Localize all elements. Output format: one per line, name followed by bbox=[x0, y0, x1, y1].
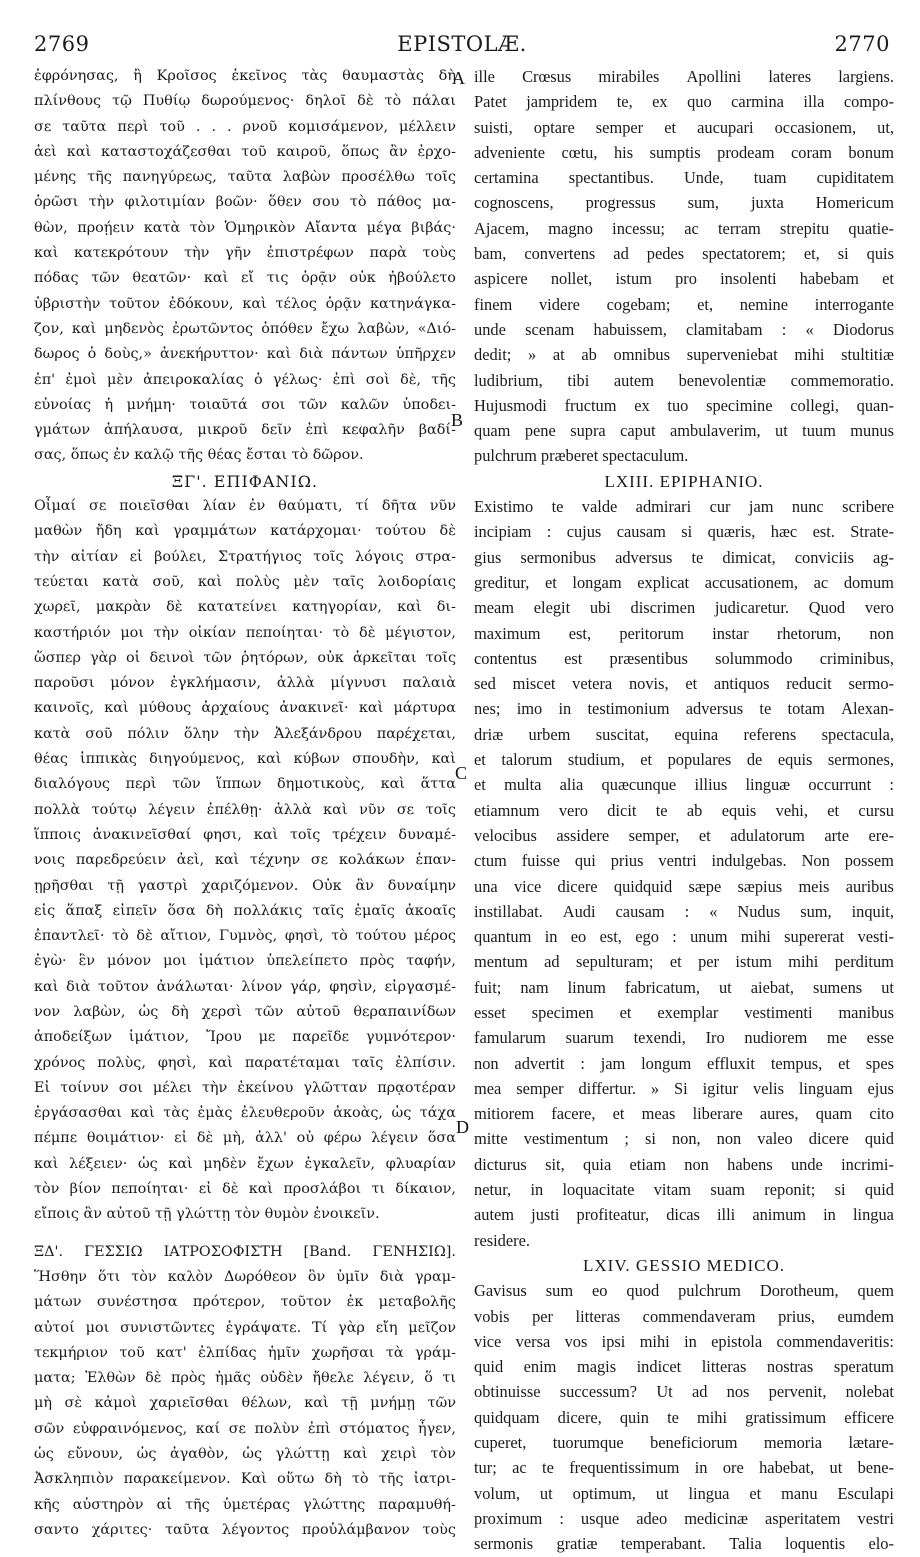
running-title: EPISTOLÆ. bbox=[397, 32, 527, 56]
latin-text-line: cuperet, tuorumque beneficiorum memoria lætare- bbox=[474, 1433, 894, 1453]
margin-marker-b: B bbox=[451, 410, 464, 430]
greek-text-line: μάτων συνέστησα πρότερον, τοῦτον ἐκ μεταβολῆς bbox=[34, 1294, 456, 1311]
greek-text-line: αὐτοί μοι συνιστῶντες ἐγράψατε. Τί γὰρ εἴη μεῖζον bbox=[34, 1319, 456, 1336]
greek-text-line: ἐπαντλεῖ· τὸ δὲ αἴτιον, Γυμνὸς, φησὶ, τὸ τούτου μέρος bbox=[34, 928, 456, 945]
latin-text-line: certamina spectantibus. Unde, tuam cupiditatem bbox=[474, 168, 894, 188]
margin-marker-c: C bbox=[455, 763, 468, 783]
greek-text-line: εἴποις ἂν αὐτοῦ τῇ γλώττῃ τὸν θυμὸν ἐνοικεῖν. bbox=[34, 1206, 380, 1223]
latin-text-line: gius sermonibus adversus te dimicat, conviciis ag- bbox=[474, 547, 894, 567]
latin-text-line: cognoscens, progressus sum, juxta Homericum bbox=[474, 193, 894, 213]
greek-text-line: νον λαβὼν, ὡς δὴ χερσὶ τῶν αὐτοῦ θεραπαινίδων bbox=[34, 1003, 456, 1020]
greek-text-line: ἵπποις ἀνακινεῖσθαί φησι, καὶ τοῖς τρέχειν δυναμέ- bbox=[34, 826, 456, 843]
greek-text-line: χρόνος πολὺς, φησὶ, καὶ παρατέταμαι ταῖς ἐλπίσιν. bbox=[34, 1054, 456, 1071]
latin-letter-heading: LXIV. GESSIO MEDICO. bbox=[583, 1255, 785, 1275]
latin-text-column bbox=[474, 64, 894, 1554]
greek-text-line: ἐγὼ· ἓν μόνον μοι ἱμάτιον ὑπελείπετο πρὸς ταφήν, bbox=[34, 953, 456, 970]
latin-text-line: aspicere nollet, istum pro insolenti habebam et bbox=[474, 269, 894, 289]
greek-text-line: πέμπε θοιμάτιον· εἰ δὲ μὴ, ἀλλ' οὐ φέρω λέγειν ὅσα bbox=[34, 1130, 456, 1147]
latin-text-line: quidquam dicere, quin te mihi gratissimum efficere bbox=[474, 1407, 894, 1427]
latin-text-line: quantum in eo est, ego : unum mihi supererat vesti- bbox=[474, 927, 894, 947]
greek-letter-heading: ΞΓ'. ΕΠΙΦΑΝΙΩ. bbox=[171, 471, 319, 491]
latin-text-line: non advertit : jam longum effluxit tempus, et spes bbox=[474, 1053, 894, 1073]
greek-text-line: σας, ὅπως ἐν καλῷ τῆς θέας ἔσται τὸ δῶρον. bbox=[34, 447, 364, 464]
greek-text-line: ἐργάσασθαι καὶ τὰς ἐμὰς ἐλευθεροῦν ἀκοὰς, ὡς τάχα bbox=[34, 1105, 456, 1122]
latin-text-line: velocibus assidere semper, et adulatorum arte ere- bbox=[474, 825, 894, 845]
greek-text-line: θὼν, προῄειν κατὰ τὸν Ὁμηρικὸν Αἴαντα μέγα βιβάς· bbox=[34, 219, 456, 236]
greek-text-line: θέας ἱππικὰς διηγούμενος, καὶ κύβων σπουδὴν, καὶ bbox=[34, 751, 456, 768]
greek-text-line: διαλόγους περὶ τῶν ἵππων δημοτικοὺς, καὶ ἅττα bbox=[34, 776, 456, 793]
latin-text-line: proximum : usque adeo medicinæ asperitatem vestri bbox=[474, 1508, 894, 1528]
latin-text-line: Hujusmodi fructum ex tuo specimine collegi, quan- bbox=[474, 395, 894, 415]
greek-text-line: ὁρῶσι τὴν φιλοτιμίαν βοῶν· ὅθεν σου τὸ πάθος μα- bbox=[34, 194, 456, 211]
greek-text-line: ἐπ' ἐμοὶ μὲν ἀπειροκαλίας ὁ γέλως· ἐπὶ σοὶ δὲ, τῆς bbox=[34, 371, 456, 388]
greek-text-line: ἀποδείξων ἱμάτιον, Ἴρου με παρεῖδε γυμνότερον· bbox=[34, 1029, 456, 1046]
latin-text-line: meam elegit ubi discrimen judicaretur. Quod vero bbox=[474, 598, 894, 618]
greek-text-line: εὐνοίας ἡ μνήμη· τοιαῦτά σοι τῶν καλῶν ὑποδει- bbox=[34, 396, 456, 413]
greek-text-line: κατὰ σοῦ πόλιν ὅλην τὴν Ἀλεξάνδρου παρέχεται, bbox=[34, 725, 456, 742]
latin-text-line: et talorum studium, et populares de equis sermones, bbox=[474, 750, 894, 770]
page-number-left: 2769 bbox=[34, 32, 90, 56]
greek-text-line: καὶ διὰ τοῦτον ἀνάλωται· λίνον γάρ, φησὶν, εἰργασμέ- bbox=[34, 978, 456, 995]
latin-text-line: mea semper differtur. » Si igitur velis linguam ejus bbox=[474, 1078, 894, 1098]
greek-text-line: πόδας τῶν θεατῶν· καὶ εἴ τις ὁρᾷν οὐκ ἠβούλετο bbox=[34, 270, 456, 287]
greek-text-line: μαθὼν ἤδη καὶ γραμμάτων κατάρχομαι· τούτου δὲ bbox=[34, 523, 456, 540]
latin-text-line: famularum suarum texendi, Iro nudiorem me esse bbox=[474, 1028, 894, 1048]
latin-text-line: Ajacem, magno incessu; ac terram strepitu quatie- bbox=[474, 218, 894, 238]
greek-text-line: ὡς εὔνουν, ὡς ἀγαθὸν, ὡς γλώττῃ καὶ χειρὶ τὸν bbox=[34, 1446, 456, 1463]
latin-text-line: residere. bbox=[474, 1230, 530, 1250]
greek-text-line: εἰς ἅπαξ εἰπεῖν ὅσα δὴ πολλάκις ταῖς ἐμαῖς ἀκοαῖς bbox=[34, 902, 456, 919]
greek-text-line: τεκμήριον τοῦ κατ' ἐλπίδας ἡμῖν χωρῆσαι τὰ γράμ- bbox=[34, 1344, 456, 1361]
greek-text-line: πολλὰ τούτῳ λέγειν ἐπέλθῃ· ἀλλὰ καὶ νῦν σε τοῖς bbox=[34, 801, 456, 818]
greek-text-line: τὸν βίον πεποίηται· εἰ δὲ καὶ προσλάβοι τι δίκαιον, bbox=[34, 1181, 456, 1198]
latin-text-line: Patet jampridem te, ex quo carmina illa compo- bbox=[474, 92, 894, 112]
latin-text-line: contentus est præsentibus solummodo criminibus, bbox=[474, 648, 894, 668]
greek-text-line: τὴν αἰτίαν εἰ βούλει, Στρατήγιος τοῖς λόγοις στρα- bbox=[34, 548, 456, 565]
greek-text-line: ῃρῆσθαι τῇ γαστρὶ χαριζόμενον. Οὐκ ἂν δυναίμην bbox=[34, 877, 456, 894]
greek-text-line: ματα; Ἐλθὼν δὲ πρὸς ἡμᾶς οὐδὲν ἤθελε λέγειν, ὅ τι bbox=[34, 1370, 456, 1387]
greek-text-line: μένης τῆς πανηγύρεως, ταῦτα λαβὼν προσέλθω τοῖς bbox=[34, 169, 456, 186]
latin-letter-heading: LXIII. EPIPHANIO. bbox=[604, 471, 764, 491]
latin-text-line: dedit; » at ab omnibus superveniebat mihi stultitiæ bbox=[474, 345, 894, 365]
latin-text-line: esset specimen et exemplar vestimenti manibus bbox=[474, 1002, 894, 1022]
greek-text-line: σαντο χάριτες· ταῦτα λέγοντος προὐλάμβανον τοὺς bbox=[34, 1521, 456, 1538]
greek-text-line: γμάτων ἀπήλαυσα, μικροῦ δεῖν ἐπὶ κεφαλῆν βαδί- bbox=[34, 422, 456, 439]
greek-text-line: καινοῖς, καὶ μύθους ἀρχαίους ἀνακινεῖ· καὶ μάρτυρα bbox=[34, 700, 456, 717]
greek-text-line: παροῦσι μόνον ἐγκλήμασιν, ἀλλὰ μίγνυσι παλαιὰ bbox=[34, 675, 456, 692]
greek-text-line: ζον, καὶ μηδενὸς ἐρωτῶντος ὁπόθεν ἔχω λαβὼν, «Διό- bbox=[34, 320, 456, 337]
latin-text-line: Existimo te valde admirari cur jam nunc scribere bbox=[474, 497, 894, 517]
latin-text-line: fuit; nam linum fabricatum, ut aiebat, sumens ut bbox=[474, 977, 894, 997]
latin-text-line: ludibrium, tibi autem benevolentiæ commemoratio. bbox=[474, 370, 894, 390]
latin-text-line: Gavisus sum eo quod pulchrum Dorotheum, quem bbox=[474, 1281, 894, 1301]
margin-marker-a: A bbox=[452, 68, 465, 88]
greek-text-line: καστήριόν μοι τὴν οἰκίαν πεποίηται· τὸ δὲ μέγιστον, bbox=[34, 624, 456, 641]
latin-text-line: bam, convertens ad pedes spectatorem; et, si quis bbox=[474, 244, 894, 264]
latin-text-line: pulchrum præberet spectaculum. bbox=[474, 446, 689, 466]
latin-text-line: mitiorem facere, et meas liberare aures, quam cito bbox=[474, 1104, 894, 1124]
latin-text-line: adveniente cœtu, his sumptis prodeam coram bonum bbox=[474, 142, 894, 162]
latin-text-line: dicturus sit, quia etiam non habens unde incrimi- bbox=[474, 1154, 894, 1174]
page-number-right: 2770 bbox=[834, 32, 890, 56]
margin-marker-d: D bbox=[456, 1117, 469, 1137]
greek-text-line: πλίνθους τῷ Πυθίῳ δωρούμενος· δηλοῖ δὲ τὸ πάλαι bbox=[34, 93, 456, 110]
latin-text-line: ille Crœsus mirabiles Apollini lateres largiens. bbox=[474, 67, 894, 86]
latin-text-line: tur; ac te frequentissimum in ore habebat, ut bene- bbox=[474, 1458, 894, 1478]
latin-text-line: maximum est, peritorum instar rhetorum, non bbox=[474, 623, 894, 643]
latin-text-line: finem videre cogebam; et, nemine interrogante bbox=[474, 294, 894, 314]
greek-text-line: ὑβριστὴν τοῦτον ἐδόκουν, καὶ τέλος ὁρᾷν κατηνάγκα- bbox=[34, 295, 456, 312]
latin-text-line: vice versa vos ipsi mihi in epistola commendaveritis: bbox=[474, 1331, 894, 1351]
greek-text-line: νοις παρεδρεύειν ἀεὶ, καὶ τέχνην σε κολάκων ἐπαν- bbox=[34, 852, 456, 869]
latin-text-line: una vice dicere quidquid sæpe sæpius meis auribus bbox=[474, 876, 894, 896]
greek-text-line: ἐφρόνησας, ἢ Κροῖσος ἐκεῖνος τὰς θαυμαστὰς δὴ bbox=[34, 68, 456, 84]
latin-text-line: autem justi profiteatur, dicas illi animum in lingua bbox=[474, 1205, 894, 1225]
greek-text-line: σε ταῦτα περὶ τοῦ . . . ρνοῦ κομισάμενον, μέλλειν bbox=[34, 118, 456, 135]
greek-text-line: κῆς αὐστηρὸν αἱ τῆς ὑμετέρας γλώττης παραμυθή- bbox=[34, 1496, 456, 1513]
latin-text-line: sed miscet vetera novis, et antiquos reducit sermo- bbox=[474, 674, 894, 694]
greek-text-line: Οἶμαί σε ποιεῖσθαι λίαν ἐν θαύματι, τί δῆτα νῦν bbox=[34, 498, 456, 515]
latin-text-line: ctum fuisse qui prius ventri indulgebas. Non possem bbox=[474, 851, 894, 871]
latin-text-line: quam pene supra caput ambulaverim, ut tuum munus bbox=[474, 421, 894, 441]
latin-text-line: quid enim magis indicet litteras nostras speratum bbox=[474, 1357, 894, 1377]
greek-text-line: Ἀσκληπιὸν παρακείμενον. Καὶ οὕτω δὴ τὸ τῆς ἰατρι- bbox=[34, 1471, 456, 1488]
latin-text-line: incipiam : cujus causam si quæris, hæc est. Strate- bbox=[474, 522, 894, 542]
greek-text-line: χωρεῖ, μακρὰν δὲ κατατείνει κατηγορίαν, καὶ δι- bbox=[34, 599, 456, 616]
greek-text-line: τεύεται κατὰ σοῦ, καὶ πολὺς μὲν ταῖς λοιδορίαις bbox=[34, 573, 456, 590]
latin-text-line: instillabat. Audi causam : « Nudus sum, inquit, bbox=[474, 901, 894, 921]
greek-spacer bbox=[34, 1228, 456, 1240]
latin-text-line: mitte vestimentum ; si non, non valeo dicere quid bbox=[474, 1129, 894, 1149]
greek-text-column bbox=[34, 64, 456, 1536]
greek-text-line: ὥσπερ γὰρ οἱ δεινοὶ τῶν ῥητόρων, οὐκ ἀρκεῖται τοῖς bbox=[34, 649, 456, 666]
latin-text-line: et multa alia quæcunque illius linguæ occurrunt : bbox=[474, 775, 894, 795]
latin-text-line: driæ urbem suscitat, equina referens spectacula, bbox=[474, 724, 894, 744]
latin-text-line: unde scenam habuissem, clamitabam : « Diodorus bbox=[474, 319, 894, 339]
latin-text-line: nes; imo in testimonium adversus te totam Alexan- bbox=[474, 699, 894, 719]
greek-text-line: μὴ σὲ κἀμοὶ χαριεῖσθαι θέλων, καὶ τῇ μνήμῃ τῶν bbox=[34, 1395, 456, 1412]
latin-text-line: sermonis gratiæ temperabant. Talia loquentis elo- bbox=[474, 1534, 894, 1554]
latin-text-line: volum, ut optimum, ut lingua et manu Esculapi bbox=[474, 1483, 894, 1503]
latin-text-line: vobis per litteras commendaveram prius, eumdem bbox=[474, 1306, 894, 1326]
greek-text-line: ΞΔ'. ΓΕΣΣΙΩ ΙΑΤΡΟΣΟΦΙΣΤΗ [Band. ΓΕΝΗΣΙΩ]. bbox=[34, 1243, 456, 1260]
greek-text-line: καὶ κατεκρότουν τὴν γῆν ἐπιστρέφων παρὰ τοὺς bbox=[34, 245, 456, 262]
latin-text-line: etiamnum vero dicit te ab equis vehi, et cursu bbox=[474, 800, 894, 820]
latin-text-line: suisti, optare semper et aucupari occasionem, ut, bbox=[474, 117, 894, 137]
greek-text-line: Ἥσθην ὅτι τὸν καλὸν Δωρόθεον ὃν ὑμῖν διὰ γραμ- bbox=[34, 1268, 456, 1285]
greek-text-line: σῶν εὐφραινόμενος, καί σε πολὺν ἐπὶ στόματος ἦγεν, bbox=[34, 1420, 456, 1437]
greek-text-line: Εἰ τοίνυν σοι μέλει τὴν ἐκείνου γλῶτταν πρᾳοτέραν bbox=[34, 1079, 456, 1096]
latin-text-line: netur, in loquacitate vitam suam reponit; si quid bbox=[474, 1180, 894, 1200]
latin-text-line: mentum ad sepulturam; et per istum mihi perditum bbox=[474, 952, 894, 972]
latin-text-line: obtinuisse successum? Ut ad nos pervenit, nolebat bbox=[474, 1382, 894, 1402]
greek-text-line: ἀεὶ καὶ καταστοχάζεσθαι τοῦ καιροῦ, ὅπως ἂν ἐρχο- bbox=[34, 143, 456, 160]
running-header bbox=[34, 32, 890, 62]
greek-text-line: δωρος ὁ δοὺς,» ἀνεκήρυττον· καὶ διὰ πάντων ὑπῆρχεν bbox=[34, 346, 456, 363]
greek-text-line: καὶ λέξειεν· ὡς καὶ μηδὲν ἔχων ἐγκαλεῖν, φλυαρίαν bbox=[34, 1155, 456, 1172]
latin-text-line: greditur, et longam explicat accusationem, ac domum bbox=[474, 572, 894, 592]
